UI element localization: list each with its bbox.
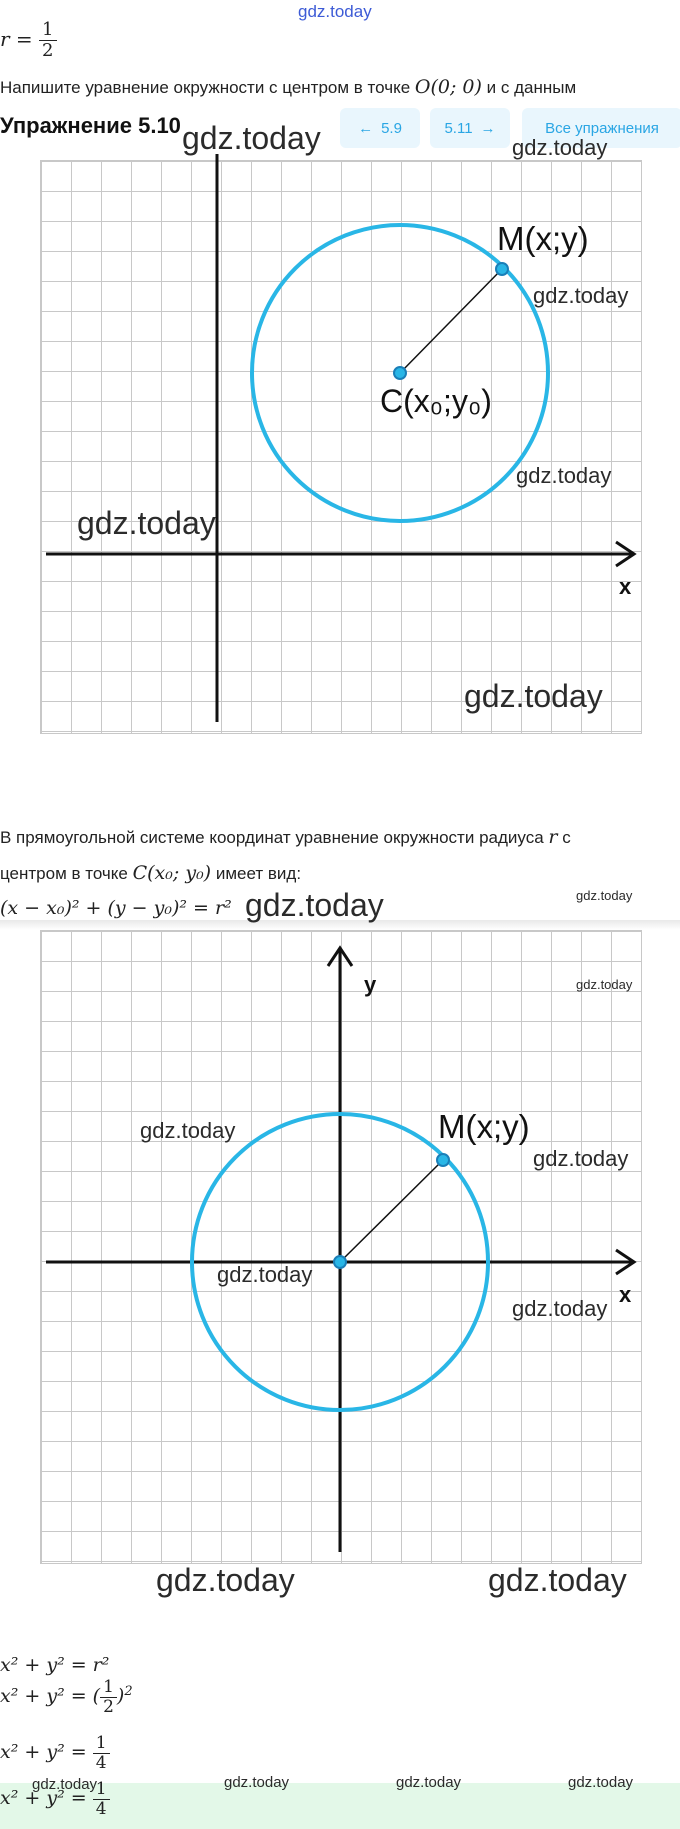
- arrow-right-icon: →: [480, 119, 496, 137]
- watermark: gdz.today: [140, 1118, 236, 1143]
- step2-denominator: 2: [103, 1696, 114, 1717]
- general-circle-formula: (x − x₀)² + (y − y₀)² = r²: [0, 897, 232, 919]
- watermark: gdz.today: [156, 1562, 295, 1598]
- watermark: gdz.today: [568, 1774, 634, 1791]
- point-c-label: C(x₀;y₀): [380, 383, 492, 419]
- radius-lhs: r =: [0, 26, 33, 51]
- watermark: gdz.today: [77, 505, 216, 541]
- step2-fraction: [100, 1678, 117, 1716]
- next-exercise-button[interactable]: [430, 108, 510, 148]
- answer-numerator: 1: [93, 1780, 110, 1800]
- watermark: gdz.today: [516, 463, 612, 488]
- x-axis-label-2: x: [619, 1282, 632, 1307]
- point-m: [437, 1154, 449, 1166]
- explanation-line-2: [0, 862, 301, 884]
- answer-denominator: 4: [95, 1798, 107, 1819]
- step2-lhs: x² + y² = (: [0, 1685, 101, 1708]
- explanation-point: C(x₀; y₀): [132, 862, 212, 884]
- y-axis-label: y: [364, 972, 377, 997]
- solution-step-2: [0, 1678, 133, 1716]
- radius-value: [0, 20, 57, 61]
- step2-numerator: 1: [100, 1678, 117, 1698]
- step2-exponent: 2: [124, 1683, 133, 1699]
- explanation-var-r: r: [548, 826, 558, 848]
- watermark: gdz.today: [245, 887, 384, 923]
- step2-rhs: ): [116, 1685, 125, 1708]
- point-m: [496, 263, 508, 275]
- radius-numerator: 1: [39, 20, 56, 41]
- watermark: gdz.today: [488, 1562, 627, 1598]
- point-m-label: M(x;y): [497, 220, 589, 257]
- task-tail: и с данным: [486, 78, 577, 97]
- page-title: Упражнение 5.10: [0, 113, 181, 138]
- explanation-line-1: [0, 826, 571, 848]
- watermark: gdz.today: [464, 678, 603, 714]
- point-m-label-2: M(x;y): [438, 1108, 530, 1145]
- explanation-text-2: центром в точке: [0, 864, 128, 883]
- radius-segment: [340, 1160, 443, 1262]
- figure-origin-circle-drawing: [0, 930, 680, 1570]
- step3-lhs: x² + y² =: [0, 1741, 87, 1764]
- prev-exercise-label: 5.9: [381, 119, 402, 137]
- watermark: gdz.today: [512, 1296, 608, 1321]
- watermark: gdz.today: [576, 888, 633, 903]
- explanation-tail-2: имеет вид:: [215, 864, 302, 883]
- task-statement: [0, 76, 576, 98]
- watermark: gdz.today: [533, 1146, 629, 1171]
- all-exercises-label: Все упражнения: [545, 119, 659, 137]
- next-exercise-label: 5.11: [444, 119, 473, 137]
- explanation-text-1: В прямоугольной системе координат уравнение окружности радиуса: [0, 828, 544, 847]
- radius-denominator: 2: [42, 39, 54, 61]
- solution-step-3: [0, 1734, 110, 1772]
- watermark: gdz.today: [576, 977, 633, 992]
- point-c: [394, 367, 406, 379]
- site-logo[interactable]: gdz.today: [298, 2, 372, 21]
- arrow-left-icon: ←: [358, 119, 374, 137]
- watermark: gdz.today: [224, 1774, 290, 1791]
- explanation-tail-1: с: [562, 828, 571, 847]
- watermark: gdz.today: [533, 283, 629, 308]
- watermark: gdz.today: [32, 1776, 98, 1793]
- step3-denominator: 4: [95, 1752, 107, 1773]
- radius-fraction: [39, 20, 56, 61]
- step3-fraction: [93, 1734, 110, 1772]
- watermark: gdz.today: [512, 135, 608, 160]
- step3-numerator: 1: [93, 1734, 110, 1754]
- task-point: O(0; 0): [414, 76, 482, 98]
- watermark: gdz.today: [217, 1262, 313, 1287]
- task-text: Напишите уравнение окружности с центром в точке: [0, 78, 411, 97]
- watermark: gdz.today: [182, 120, 321, 156]
- radius-segment: [400, 269, 502, 373]
- answer-lhs: x² + y² =: [0, 1787, 87, 1810]
- x-axis-label: x: [619, 574, 632, 599]
- watermark: gdz.today: [396, 1774, 462, 1791]
- solution-step-1: x² + y² = r²: [0, 1654, 110, 1676]
- point-origin: [334, 1256, 346, 1268]
- prev-exercise-button[interactable]: [340, 108, 420, 148]
